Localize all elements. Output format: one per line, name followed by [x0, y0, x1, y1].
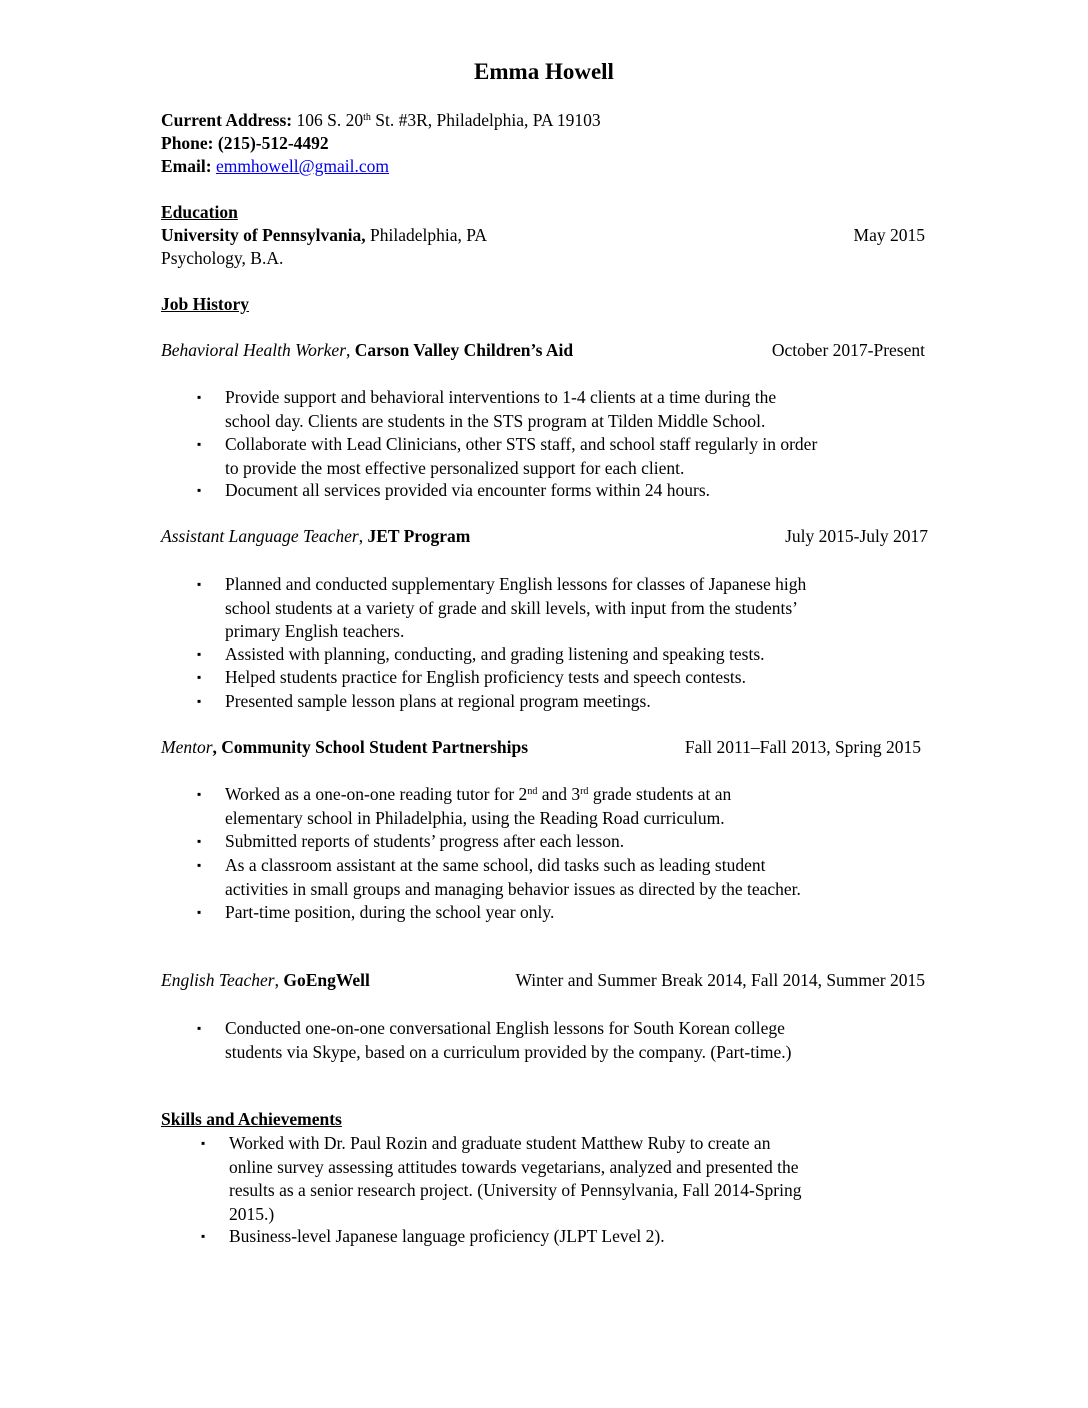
bullet-icon: ▪: [197, 694, 202, 708]
list-item-line: Assisted with planning, conducting, and grading listening and speaking tests.: [225, 644, 765, 664]
school-location: Philadelphia, PA: [365, 225, 488, 245]
list-item-line: elementary school in Philadelphia, using the Reading Road curriculum.: [225, 807, 725, 828]
email-label: Email:: [161, 156, 212, 176]
address-pre: 106 S. 20: [292, 110, 364, 130]
job-dates: Winter and Summer Break 2014, Fall 2014, Summer 2015: [515, 970, 925, 990]
list-item: [229, 1132, 802, 1226]
job-org: Community School Student Partnerships: [221, 737, 529, 757]
list-item-line: students via Skype, based on a curriculum provided by the company. (Part-time.): [225, 1041, 792, 1062]
job-dates: October 2017-Present: [771, 340, 925, 360]
bullet-icon: ▪: [197, 787, 202, 801]
list-item-line: online survey assessing attitudes towards vegetarians, analyzed and presented the: [229, 1156, 799, 1177]
list-item-line: school day. Clients are students in the STS program at Tilden Middle School.: [225, 410, 766, 431]
list-item-line: Provide support and behavioral interventions to 1-4 clients at a time during the: [225, 387, 777, 407]
job-title-line: Behavioral Health Worker, Carson Valley Children’s Aid: [161, 340, 574, 360]
address-sup: th: [363, 112, 371, 123]
list-item-line: to provide the most effective personalized support for each client.: [225, 457, 685, 478]
school-name: University of Pennsylvania,: [161, 225, 366, 245]
phone-label: Phone:: [161, 133, 214, 153]
list-item: [225, 901, 554, 925]
list-item-line: Part-time position, during the school year only.: [225, 902, 555, 922]
list-item-line: Helped students practice for English proficiency tests and speech contests.: [225, 667, 746, 687]
list-item: [225, 479, 710, 503]
bullet-icon: ▪: [201, 1229, 206, 1243]
job-org: JET Program: [367, 526, 471, 546]
job-org: Carson Valley Children’s Aid: [354, 340, 574, 360]
bullet-icon: ▪: [197, 483, 202, 497]
address-line: [161, 109, 601, 132]
list-item: [225, 690, 651, 714]
education-degree: Psychology, B.A.: [161, 248, 284, 268]
list-item-line: As a classroom assistant at the same school, did tasks such as leading student: [225, 855, 766, 875]
bullet-icon: ▪: [197, 834, 202, 848]
list-item-line: primary English teachers.: [225, 621, 405, 641]
list-item: [225, 783, 731, 830]
list-item: [225, 433, 817, 480]
list-item-line: Worked as a one-on-one reading tutor for 2nd and 3rd grade students at an: [225, 784, 732, 804]
list-item: [225, 1017, 792, 1064]
list-item: [225, 386, 776, 433]
education-school-line: [161, 224, 487, 247]
list-item-line: Document all services provided via encounter forms within 24 hours.: [225, 480, 711, 500]
list-item: [225, 666, 746, 690]
bullet-icon: ▪: [197, 670, 202, 684]
list-item: [225, 643, 765, 667]
list-item-line: Planned and conducted supplementary English lessons for classes of Japanese high: [225, 574, 807, 594]
list-item-line: 2015.): [229, 1203, 275, 1224]
bullet-icon: ▪: [197, 577, 202, 591]
list-item-line: Business-level Japanese language proficiency (JLPT Level 2).: [229, 1226, 665, 1246]
bullet-icon: ▪: [197, 1021, 202, 1035]
email-line: [161, 155, 389, 178]
list-item: [229, 1225, 665, 1249]
bullet-icon: ▪: [197, 858, 202, 872]
job-title-line: Assistant Language Teacher, JET Program: [161, 526, 471, 546]
job-title: Assistant Language Teacher: [161, 526, 359, 546]
job-org: GoEngWell: [283, 970, 370, 990]
phone-value: (215)-512-4492: [213, 133, 329, 153]
list-item-line: Presented sample lesson plans at regional program meetings.: [225, 691, 651, 711]
education-heading: Education: [161, 202, 238, 222]
job-dates: July 2015-July 2017: [785, 526, 928, 546]
address-post: St. #3R, Philadelphia, PA 19103: [370, 110, 601, 130]
job-title: English Teacher: [161, 970, 275, 990]
job-title: Mentor: [161, 737, 213, 757]
bullet-icon: ▪: [201, 1136, 206, 1150]
skills-heading: Skills and Achievements: [161, 1109, 342, 1129]
resume-name: Emma Howell: [474, 59, 614, 84]
list-item: [225, 573, 806, 644]
address-label: Current Address:: [161, 110, 293, 130]
bullet-icon: ▪: [197, 390, 202, 404]
list-item-line: Conducted one-on-one conversational English lessons for South Korean college: [225, 1018, 785, 1038]
bullet-icon: ▪: [197, 437, 202, 451]
list-item: [225, 830, 624, 854]
list-item-line: results as a senior research project. (University of Pennsylvania, Fall 2014-Spring: [229, 1180, 802, 1200]
list-item-line: activities in small groups and managing behavior issues as directed by the teacher.: [225, 878, 801, 899]
phone-line: [161, 132, 329, 155]
email-link[interactable]: emmhowell@gmail.com: [215, 156, 390, 176]
job-history-heading: Job History: [161, 294, 249, 314]
bullet-icon: ▪: [197, 905, 202, 919]
list-item-line: Worked with Dr. Paul Rozin and graduate student Matthew Ruby to create an: [229, 1133, 771, 1153]
bullet-icon: ▪: [197, 647, 202, 661]
list-item-line: Submitted reports of students’ progress after each lesson.: [225, 831, 625, 851]
job-title-line: Mentor, Community School Student Partnerships: [161, 737, 529, 757]
job-dates: Fall 2011–Fall 2013, Spring 2015: [684, 737, 921, 757]
list-item: [225, 854, 801, 901]
education-date: May 2015: [853, 225, 925, 245]
job-title: Behavioral Health Worker: [161, 340, 347, 360]
list-item-line: school students at a variety of grade and skill levels, with input from the students’: [225, 597, 799, 618]
list-item-line: Collaborate with Lead Clinicians, other STS staff, and school staff regularly in order: [225, 434, 818, 454]
job-title-line: English Teacher, GoEngWell: [161, 970, 370, 990]
